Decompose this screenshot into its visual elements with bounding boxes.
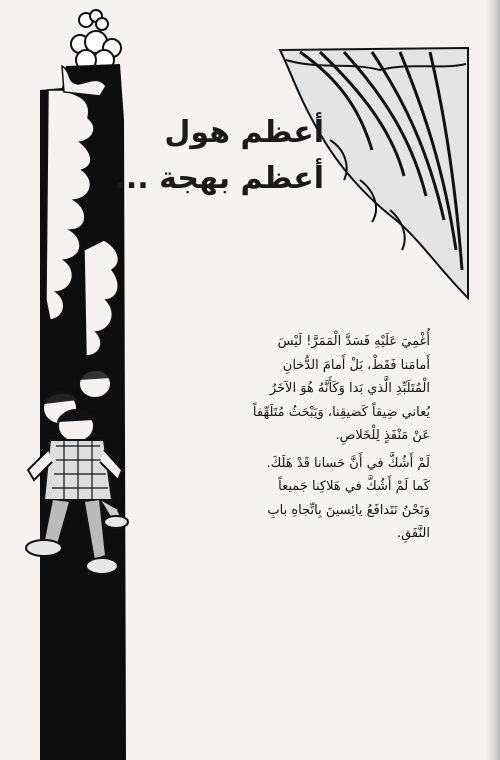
title-line-1: أعظم هول [164, 115, 324, 150]
chapter-title [115, 110, 325, 202]
story-text [252, 330, 430, 550]
title-line-2: أعظم بهجة ... [114, 161, 324, 196]
smoke-puff-top [71, 10, 121, 70]
paragraph-2: لَمْ أَشُكَّ في أَنَّ حَسانا قَدْ هَلَكَ. كَما لَمْ أَشُكَّ في هَلاكِنا جَميعاً وَنَحْنُ نَتَدافَعُ يائِسينَ بِاتِّجاهِ بابِ النَّفَقِ. [266, 455, 430, 541]
paragraph-1: أُغْمِيَ عَلَيْهِ فَسَدَّ الْمَمَرَّ! لَيْسَ أَمامَنا فَقَطْ، بَلْ أَمامَ الدُّخانِ الْمُتَلَبِّدِ الَّذي بَدا وَكَأَنَّهُ هُوَ الآخَرُ يُعاني ضِيقاً كَضيقِنا، وَيَبْحَثُ مُتَلَهِّفاً عَنْ مَنْفَذٍ لِلْخَلاصِ. [252, 334, 430, 443]
page-edge-shadow [486, 0, 500, 760]
